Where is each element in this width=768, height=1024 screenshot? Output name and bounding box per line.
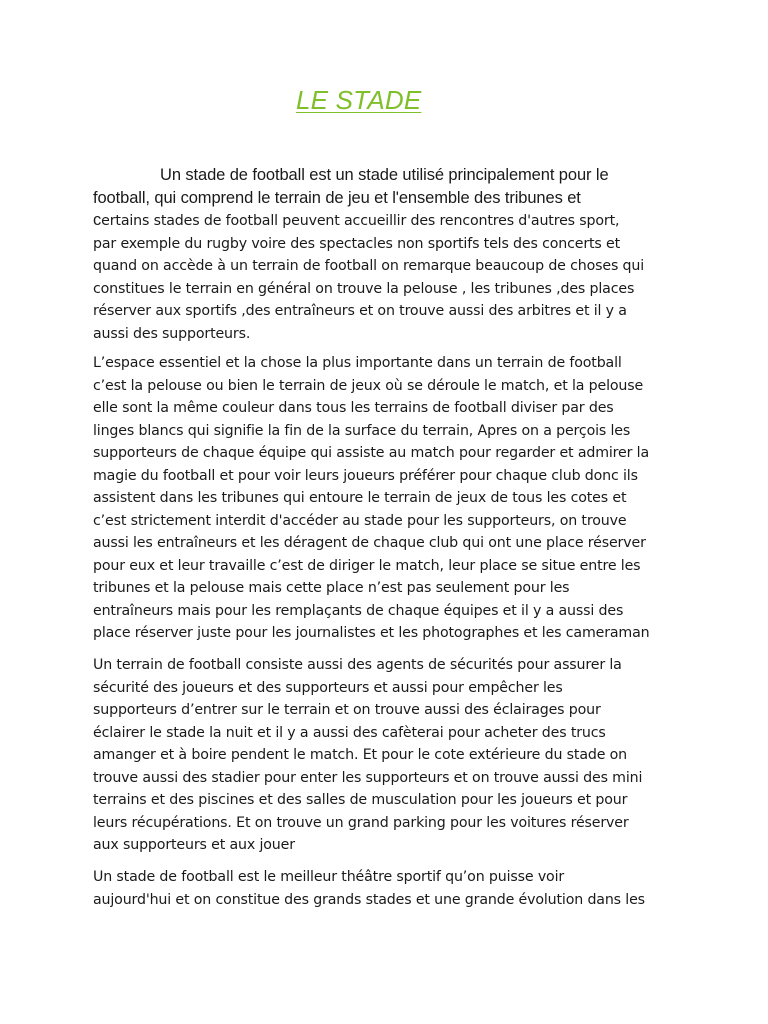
paragraph-line: aussi les entraîneurs et les déragent de chaque club qui ont une place réserver bbox=[93, 535, 646, 551]
paragraph-line: entraîneurs mais pour les remplaçants de chaque équipes et il y a aussi des bbox=[93, 602, 624, 619]
paragraph-line: supporteurs d’entrer sur le terrain et on trouve aussi des éclairages pour bbox=[93, 702, 601, 718]
paragraph-line: magie du football et pour voir leurs joueurs préférer pour chaque club donc ils bbox=[93, 467, 638, 484]
paragraph-line: trouve aussi des stadier pour enter les supporteurs et on trouve aussi des mini bbox=[93, 769, 643, 786]
paragraph-line: c’est la pelouse ou bien le terrain de jeux où se déroule le match, et la pelouse bbox=[93, 377, 644, 394]
document-title: LE STADE bbox=[296, 85, 422, 115]
intro-line-1: Un stade de football est un stade utilisé principalement pour le bbox=[160, 166, 609, 184]
paragraph-line: Un terrain de football consiste aussi des agents de sécurités pour assurer la bbox=[93, 657, 622, 673]
paragraph-line: leurs récupérations. Et on trouve un grand parking pour les voitures réserver bbox=[93, 814, 629, 831]
intro-line-2: football, qui comprend le terrain de jeu et l'ensemble des tribunes et bbox=[93, 188, 581, 207]
intro-line-5: quand on accède à un terrain de football on remarque beaucoup de choses qui bbox=[93, 258, 645, 274]
paragraph-line: assistent dans les tribunes qui entoure le terrain de jeux de tous les cotes et bbox=[93, 490, 627, 506]
paragraph-line: linges blancs qui signifie la fin de la surface du terrain, Apres on a perçois les bbox=[93, 422, 631, 439]
paragraph-line: amanger et à boire pendent le match. Et pour le cote extérieure du stade on bbox=[93, 747, 628, 763]
intro-line-6: constitues le terrain en général on trouve la pelouse , les tribunes ,des places bbox=[93, 280, 635, 297]
intro-line-7: réserver aux sportifs ,des entraîneurs et on trouve aussi des arbitres et il y a bbox=[93, 303, 627, 319]
paragraph-line: sécurité des joueurs et des supporteurs et aussi pour empêcher les bbox=[93, 679, 563, 696]
paragraph-line: L’espace essentiel et la chose la plus importante dans un terrain de football bbox=[93, 355, 622, 371]
intro-line-3-first-letter: c bbox=[93, 211, 102, 229]
intro-line-4: par exemple du rugby voire des spectacles non sportifs tels des concerts et bbox=[93, 235, 621, 252]
paragraph-line: elle sont la même couleur dans tous les terrains de football diviser par des bbox=[93, 400, 614, 416]
paragraph-securite-equipements bbox=[93, 654, 693, 857]
paragraph-line: aux supporteurs et aux jouer bbox=[93, 837, 295, 853]
intro-paragraph bbox=[93, 164, 693, 345]
paragraph-line: aujourd'hui et on constitue des grands stades et une grande évolution dans les bbox=[93, 891, 645, 908]
paragraph-line: Un stade de football est le meilleur théâtre sportif qu’on puisse voir bbox=[93, 869, 565, 885]
paragraph-conclusion bbox=[93, 866, 693, 911]
paragraph-line bbox=[93, 164, 693, 187]
paragraph-line: place réserver juste pour les journalistes et les photographes et les cameraman bbox=[93, 625, 650, 641]
paragraph-line bbox=[93, 209, 693, 233]
paragraph-line: tribunes et la pelouse mais cette place n’est pas seulement pour les bbox=[93, 580, 570, 596]
paragraph-line: éclairer le stade la nuit et il y a aussi des cafèterai pour acheter des trucs bbox=[93, 724, 606, 741]
paragraph-line: c’est strictement interdit d'accéder au stade pour les supporteurs, on trouve bbox=[93, 512, 627, 529]
intro-line-8: aussi des supporteurs. bbox=[93, 325, 251, 342]
paragraph-line: pour eux et leur travaille c’est de diriger le match, leur place se situe entre les bbox=[93, 557, 641, 574]
paragraph-line: terrains et des piscines et des salles de musculation pour les joueurs et pour bbox=[93, 792, 628, 808]
intro-line-3-rest: ertains stades de football peuvent accueillir des rencontres d'autres sport, bbox=[101, 213, 620, 229]
paragraph-pelouse-tribunes bbox=[93, 352, 693, 645]
paragraph-line: supporteurs de chaque équipe qui assiste au match pour regarder et admirer la bbox=[93, 445, 650, 461]
